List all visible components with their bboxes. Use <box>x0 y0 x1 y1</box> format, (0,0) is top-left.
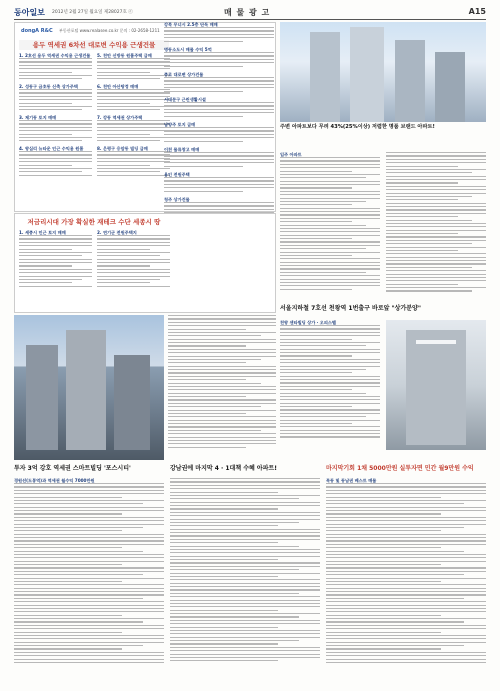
commercial-building-photo <box>386 320 486 450</box>
ad-item-title: 8. 은평구 응암동 빌딩 급매 <box>97 146 148 151</box>
ad-item-title: 5. 천안 신방동 원룸주택 급매 <box>97 53 152 58</box>
listing-title: 청주 상가건물 <box>164 197 190 202</box>
apartment-photo <box>280 22 486 122</box>
ad-column-1 <box>19 53 92 203</box>
ad-logo: dongA R&C <box>21 28 53 34</box>
bottom-ad-title: 강남권에 마지막 4 · 1대책 수혜 아파트! <box>170 465 278 472</box>
listing-title: 강북 무너시 2.5층 단독 매매 <box>164 22 218 27</box>
bottom-ad-title: 투자 3억 강호 역세권 스마트빌딩 '포스시티' <box>14 465 131 472</box>
article-column <box>386 152 486 302</box>
article-subhead: 경원선(도봉역)과 역세권 월수익 7000만원 <box>14 478 95 483</box>
ad-item-title: 1. 2호선 용두 역세권 수익용 근생건물 <box>19 53 91 58</box>
article-subhead: 목동 및 동남권 베스트 매물 <box>326 478 377 483</box>
ad-item-title: 6. 천안 아산탕정 매매 <box>97 84 139 89</box>
section-title: 매 물 광 고 <box>224 8 271 17</box>
promo-title: 서울지하철 7호선 천왕역 1번출구 바로앞 "상가분양" <box>280 305 421 312</box>
article-column <box>170 478 320 678</box>
ad-column <box>19 230 92 310</box>
newspaper-logo: 동아일보 <box>14 8 45 17</box>
bottom-ad-title: 마지막기회 1채 5000만원 실투자면 민간 월9만원 수익 <box>326 465 474 472</box>
ad-block-sejong <box>14 213 276 313</box>
ad-item-title: 3. 제기동 토지 매매 <box>19 115 57 120</box>
listing-title: 명동소도시 매물 수익 5억 <box>164 47 212 52</box>
article-column <box>14 478 164 678</box>
ad-column <box>97 230 170 310</box>
article-subhead: 천왕 센타빌딩 상가 · 오피스텔 <box>280 320 336 325</box>
listing-title: 서대문구 근린생활시설 <box>164 97 206 102</box>
article-column <box>280 152 380 302</box>
listing-title: 남양주 토지 급매 <box>164 122 196 127</box>
apartment-promo <box>280 22 486 142</box>
ad-heading: 저금리시대 가장 확실한 재테크 수단 세종시 땅 <box>27 218 161 226</box>
ad-item-title: 1. 세종시 인근 토지 매매 <box>19 230 66 235</box>
ad-item-title: 2. 연기군 전원주택지 <box>97 230 137 235</box>
dateline: 2012년 2월 27일 월요일 제28027호 ⓔ <box>52 10 133 15</box>
masthead <box>14 6 486 20</box>
listing-title: 용인 전원주택 <box>164 172 190 177</box>
promo-title: 주변 아파트보다 무려 43%(25%이상) 저렴한 명품 브랜드 아파트! <box>280 124 435 130</box>
listing-title: 종로 대로변 상가건물 <box>164 72 204 77</box>
article-column <box>168 315 276 460</box>
ad-contact: 부동산포털 www.realasee.co.kr 문의 : 02-2658-1211 <box>59 28 160 33</box>
listing-title: 이천 물류창고 매매 <box>164 147 200 152</box>
article-column <box>280 320 380 450</box>
article-subhead: 입주 아파트 <box>280 152 302 157</box>
ad-item-title: 2. 성동구 금호동 신축 상가주택 <box>19 84 78 89</box>
article-column <box>326 478 486 678</box>
ad-column-2 <box>97 53 170 203</box>
ad-item-title: 4. 왕십리 뉴타운 인근 수익용 원룸 <box>19 146 84 151</box>
ad-heading: 용두 역세권 6차선 대로변 수익용 근생건물 <box>19 40 169 50</box>
building-photo <box>14 315 164 460</box>
page-number: A15 <box>468 7 486 16</box>
ad-item-title: 7. 강동 역세권 상가주택 <box>97 115 143 120</box>
